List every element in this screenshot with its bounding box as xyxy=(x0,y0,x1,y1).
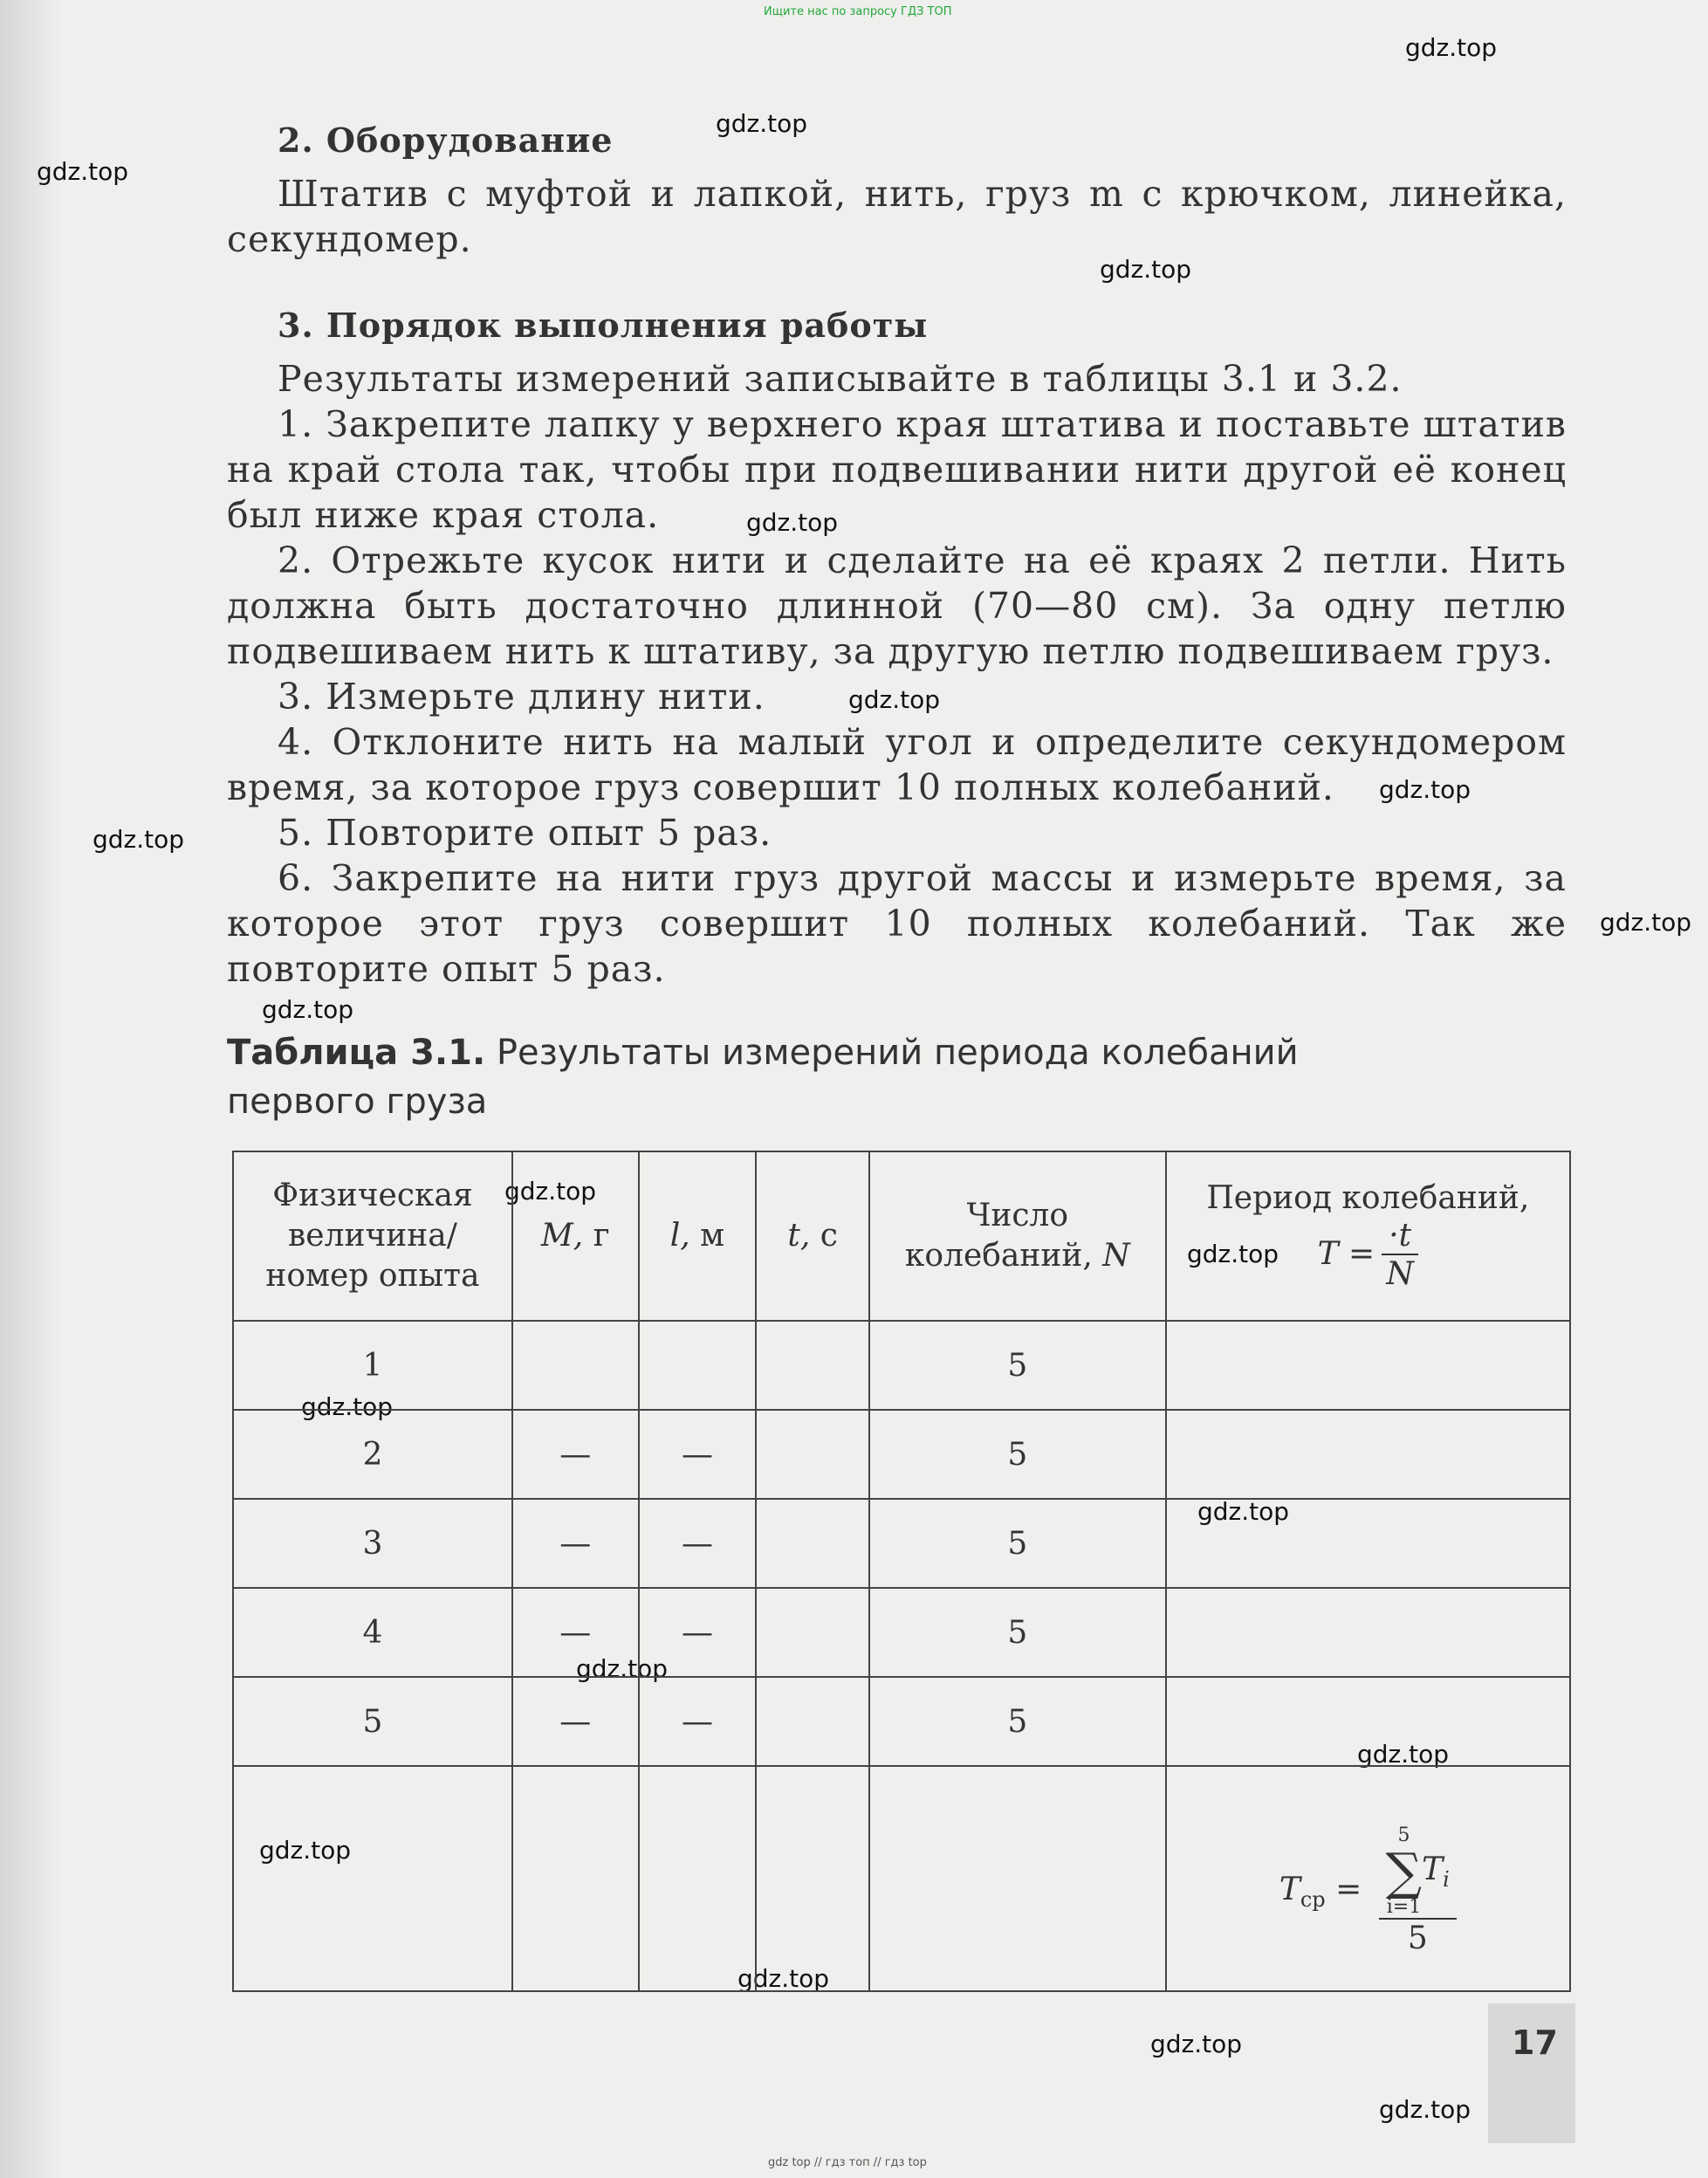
cell-mass xyxy=(512,1321,639,1410)
page-shadow xyxy=(0,0,61,2178)
table-row xyxy=(233,1677,1570,1766)
table-row xyxy=(233,1588,1570,1677)
table-average-row xyxy=(233,1766,1570,1991)
cell-period xyxy=(1166,1588,1570,1677)
header-oscillations: Число колебаний, N xyxy=(869,1151,1166,1321)
watermark: gdz.top xyxy=(1357,1740,1450,1769)
cell-oscillations: 5 xyxy=(869,1321,1166,1410)
watermark: gdz.top xyxy=(93,825,185,854)
cell-length xyxy=(639,1321,757,1410)
cell-period xyxy=(1166,1321,1570,1410)
watermark: gdz.top xyxy=(262,995,354,1024)
watermark: gdz.top xyxy=(301,1392,394,1421)
cell-oscillations: 5 xyxy=(869,1588,1166,1677)
header-mass: M, г xyxy=(512,1151,639,1321)
cell-length: — xyxy=(639,1677,757,1766)
cell-oscillations: 5 xyxy=(869,1499,1166,1588)
watermark: gdz.top xyxy=(1379,775,1471,804)
cell-empty xyxy=(512,1766,639,1991)
watermark: gdz.top xyxy=(37,157,129,186)
row-number: 4 xyxy=(233,1588,512,1677)
table-caption-label: Таблица 3.1. xyxy=(227,1033,486,1073)
table-caption xyxy=(227,1028,1449,1126)
watermark: gdz.top xyxy=(1197,1497,1290,1526)
cell-time xyxy=(756,1499,869,1588)
table-row xyxy=(233,1321,1570,1410)
cell-period xyxy=(1166,1410,1570,1499)
cell-time xyxy=(756,1321,869,1410)
step-1: 1. Закрепите лапку у верхнего края штатива и поставьте штатив на край стола так, чтобы при подвешивании нити другой её конец был ниже края стола. xyxy=(227,403,1567,536)
cell-empty xyxy=(233,1766,512,1991)
step-3: 3. Измерьте длину нити. xyxy=(278,676,765,718)
watermark: gdz.top xyxy=(1600,908,1692,937)
cell-empty xyxy=(639,1766,757,1991)
section3-intro: Результаты измерений записывайте в таблицы 3.1 и 3.2. xyxy=(278,358,1403,400)
header-time: t, с xyxy=(756,1151,869,1321)
row-number: 1 xyxy=(233,1321,512,1410)
header-length: l, м xyxy=(639,1151,757,1321)
top-note: Ищите нас по запросу ГДЗ ТОП xyxy=(764,5,952,18)
step-4: 4. Отклоните нить на малый угол и определите секундомером время, за которое груз совершит 10 полных колебаний. xyxy=(227,721,1567,808)
cell-empty xyxy=(869,1766,1166,1991)
step-6: 6. Закрепите на нити груз другой массы и измерьте время, за которое этот груз совершит 10 полных колебаний. Так же повторите опыт 5 раз. xyxy=(227,857,1567,990)
watermark: gdz.top xyxy=(1187,1240,1279,1268)
step-5: 5. Повторите опыт 5 раз. xyxy=(278,812,772,854)
cell-empty xyxy=(756,1766,869,1991)
watermark: gdz.top xyxy=(1100,255,1192,284)
average-period-formula: $T_{ср}$ = 5 ∑ i=1 $T_i$ 5 xyxy=(1166,1766,1570,1991)
cell-length: — xyxy=(639,1588,757,1677)
watermark: gdz.top xyxy=(259,1836,352,1865)
watermark: gdz.top xyxy=(737,1964,830,1993)
header-period: Период колебаний, T = $\frac{\cdot t}{N}$ xyxy=(1166,1151,1570,1321)
cell-time xyxy=(756,1588,869,1677)
watermark: gdz.top xyxy=(746,508,839,537)
cell-length: — xyxy=(639,1499,757,1588)
watermark: gdz.top xyxy=(716,109,808,138)
cell-time xyxy=(756,1410,869,1499)
watermark: gdz.top xyxy=(576,1654,669,1683)
row-number: 5 xyxy=(233,1677,512,1766)
watermark: gdz.top xyxy=(1379,2095,1471,2124)
results-table xyxy=(232,1151,1571,1992)
bottom-note: gdz top // гдз топ // гдз top xyxy=(768,2156,927,2169)
row-number: 2 xyxy=(233,1410,512,1499)
cell-mass: — xyxy=(512,1410,639,1499)
cell-mass: — xyxy=(512,1588,639,1677)
cell-length: — xyxy=(639,1410,757,1499)
header-quantity: Физическая величина/ номер опыта xyxy=(233,1151,512,1321)
step-2: 2. Отрежьте кусок нити и сделайте на её краях 2 петли. Нить должна быть достаточно длинной (70—80 см). За одну петлю подвешиваем нить к штативу, за другую петлю подвешиваем груз. xyxy=(227,539,1567,672)
watermark: gdz.top xyxy=(848,685,941,714)
watermark: gdz.top xyxy=(1405,33,1498,62)
table-row xyxy=(233,1499,1570,1588)
page-number: 17 xyxy=(1512,2023,1558,2062)
row-number: 3 xyxy=(233,1499,512,1588)
section2-heading: 2. Оборудование xyxy=(278,120,614,160)
watermark: gdz.top xyxy=(504,1177,597,1206)
table-header-row xyxy=(233,1151,1570,1321)
table-row xyxy=(233,1410,1570,1499)
cell-period xyxy=(1166,1677,1570,1766)
cell-mass: — xyxy=(512,1499,639,1588)
cell-oscillations: 5 xyxy=(869,1410,1166,1499)
cell-period xyxy=(1166,1499,1570,1588)
section3-heading: 3. Порядок выполнения работы xyxy=(278,306,929,345)
cell-time xyxy=(756,1677,869,1766)
watermark: gdz.top xyxy=(1150,2030,1243,2058)
section2-text: Штатив с муфтой и лапкой, нить, груз m с крючком, линейка, секундомер. xyxy=(227,173,1567,260)
cell-mass: — xyxy=(512,1677,639,1766)
cell-oscillations: 5 xyxy=(869,1677,1166,1766)
table-caption-text: Результаты измерений периода колебаний первого груза xyxy=(227,1033,1299,1122)
